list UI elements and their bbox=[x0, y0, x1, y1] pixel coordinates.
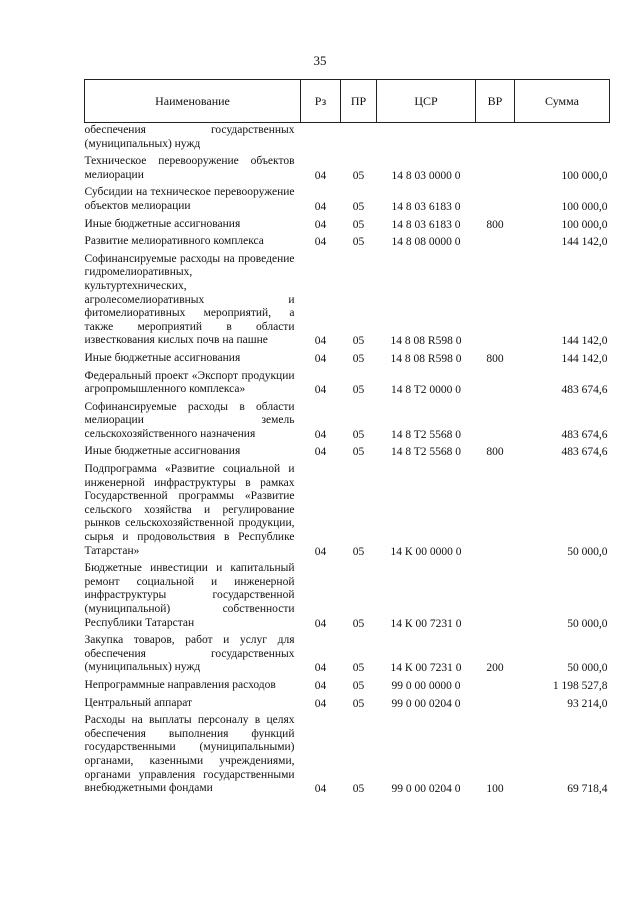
cell-rz: 04 bbox=[314, 200, 327, 213]
table-row bbox=[85, 152, 610, 183]
header-rz: Рз bbox=[301, 80, 341, 123]
cell-name: Субсидии на техническое перевооружение объектов мелиорации bbox=[84, 186, 295, 212]
cell-csr: 14 8 03 6183 0 bbox=[391, 218, 461, 231]
cell-rz bbox=[301, 123, 341, 153]
cell-rz: 04 bbox=[314, 783, 327, 796]
cell-csr: 99 0 00 0204 0 bbox=[391, 697, 461, 710]
cell-csr: 14 8 08 R598 0 bbox=[390, 335, 462, 348]
cell-pr: 05 bbox=[352, 679, 365, 692]
header-csr: ЦСР bbox=[377, 80, 476, 123]
cell-rz: 04 bbox=[314, 697, 327, 710]
table-row bbox=[85, 442, 610, 460]
page-number: 35 bbox=[313, 53, 327, 68]
table-row bbox=[85, 123, 610, 153]
cell-sum: 483 674,6 bbox=[561, 428, 608, 441]
cell-vr: 800 bbox=[486, 218, 504, 231]
cell-csr: 99 0 00 0000 0 bbox=[391, 679, 461, 692]
cell-vr bbox=[476, 123, 515, 153]
cell-csr: 14 8 T2 5568 0 bbox=[390, 446, 462, 459]
cell-pr: 05 bbox=[352, 236, 365, 249]
table-row bbox=[85, 711, 610, 797]
table-row bbox=[85, 215, 610, 233]
cell-name: Расходы на выплаты персоналу в целях обеспечения выполнения функций государственными (муниципальными) органами, казенными учреждениями, органами управления государственными внебюджетными фондами bbox=[84, 714, 295, 795]
cell-csr bbox=[377, 123, 476, 153]
cell-csr: 14 8 03 6183 0 bbox=[391, 200, 461, 213]
cell-csr: 14 К 00 7231 0 bbox=[390, 662, 462, 675]
cell-name: Развитие мелиоративного комплекса bbox=[84, 235, 264, 248]
cell-name: Подпрограмма «Развитие социальной и инженерной инфраструктуры в рамках Государственной программы «Развитие сельского хозяйства и регулирование рынков сельскохозяйственной продукции, сырья и продовольствия в Республике Татарстан» bbox=[84, 463, 295, 557]
budget-table bbox=[84, 79, 610, 797]
cell-rz: 04 bbox=[314, 335, 327, 348]
cell-sum bbox=[515, 123, 610, 153]
cell-sum: 144 142,0 bbox=[561, 352, 608, 365]
cell-pr: 05 bbox=[352, 783, 365, 796]
cell-name: Иные бюджетные ассигнования bbox=[84, 217, 241, 230]
cell-csr: 14 8 T2 5568 0 bbox=[390, 428, 462, 441]
cell-name: Техническое перевооружение объектов мелиорации bbox=[84, 155, 295, 181]
cell-sum: 50 000,0 bbox=[567, 662, 608, 675]
cell-sum: 100 000,0 bbox=[561, 218, 608, 231]
cell-pr bbox=[341, 123, 377, 153]
cell-pr: 05 bbox=[352, 169, 365, 182]
cell-rz: 04 bbox=[314, 617, 327, 630]
cell-pr: 05 bbox=[352, 352, 365, 365]
cell-pr: 05 bbox=[352, 218, 365, 231]
header-vr: ВР bbox=[476, 80, 515, 123]
cell-pr: 05 bbox=[352, 545, 365, 558]
cell-sum: 100 000,0 bbox=[561, 200, 608, 213]
cell-name: Софинансируемые расходы на проведение гидромелиоративных, культуртехнических, агролесомелиоративных и фитомелиоративных мероприятий, а также мероприятий в области известкования кислых почв на пашне bbox=[84, 252, 295, 347]
cell-csr: 14 8 08 R598 0 bbox=[390, 352, 462, 365]
cell-csr: 14 8 T2 0000 0 bbox=[390, 384, 462, 397]
cell-vr bbox=[476, 152, 515, 183]
cell-pr: 05 bbox=[352, 662, 365, 675]
cell-name: Федеральный проект «Экспорт продукции агропромышленного комплекса» bbox=[84, 369, 295, 396]
cell-rz: 04 bbox=[314, 218, 327, 231]
cell-sum: 144 142,0 bbox=[561, 236, 608, 249]
cell-vr bbox=[476, 398, 515, 443]
cell-vr bbox=[476, 250, 515, 349]
cell-name: Непрограммные направления расходов bbox=[84, 678, 276, 691]
cell-name: Бюджетные инвестиции и капитальный ремонт социальной и инженерной инфраструктуры государственной (муниципальной) собственности Республики Татарстан bbox=[84, 562, 295, 629]
cell-rz: 04 bbox=[314, 446, 327, 459]
cell-pr: 05 bbox=[352, 428, 365, 441]
cell-rz: 04 bbox=[314, 384, 327, 397]
table-row bbox=[85, 460, 610, 559]
cell-sum: 1 198 527,8 bbox=[552, 679, 608, 692]
header-sum: Сумма bbox=[515, 80, 610, 123]
cell-sum: 50 000,0 bbox=[567, 545, 608, 558]
cell-rz: 04 bbox=[314, 679, 327, 692]
cell-pr: 05 bbox=[352, 335, 365, 348]
cell-csr: 99 0 00 0204 0 bbox=[391, 783, 461, 796]
cell-pr: 05 bbox=[352, 384, 365, 397]
cell-rz: 04 bbox=[314, 236, 327, 249]
table-row bbox=[85, 232, 610, 250]
cell-vr bbox=[476, 183, 515, 214]
cell-csr: 14 8 03 0000 0 bbox=[391, 169, 461, 182]
cell-rz: 04 bbox=[314, 662, 327, 675]
table-row bbox=[85, 398, 610, 443]
header-pr: ПР bbox=[341, 80, 377, 123]
cell-sum: 93 214,0 bbox=[567, 697, 608, 710]
cell-sum: 483 674,6 bbox=[561, 384, 608, 397]
cell-csr: 14 К 00 7231 0 bbox=[390, 617, 462, 630]
cell-vr bbox=[476, 367, 515, 398]
cell-sum: 100 000,0 bbox=[561, 169, 608, 182]
budget-table-container bbox=[84, 79, 609, 797]
cell-name: Иные бюджетные ассигнования bbox=[84, 445, 241, 458]
cell-rz: 04 bbox=[314, 545, 327, 558]
cell-sum: 144 142,0 bbox=[561, 335, 608, 348]
cell-csr: 14 8 08 0000 0 bbox=[391, 236, 461, 249]
cell-rz: 04 bbox=[314, 352, 327, 365]
table-row bbox=[85, 183, 610, 214]
cell-vr bbox=[476, 559, 515, 631]
cell-vr: 800 bbox=[486, 352, 504, 365]
cell-pr: 05 bbox=[352, 446, 365, 459]
cell-rz: 04 bbox=[314, 169, 327, 182]
table-row bbox=[85, 676, 610, 694]
cell-vr: 200 bbox=[486, 662, 504, 675]
cell-vr bbox=[476, 460, 515, 559]
table-row bbox=[85, 250, 610, 349]
table-body bbox=[85, 123, 610, 797]
cell-csr: 14 К 00 0000 0 bbox=[390, 545, 462, 558]
cell-vr bbox=[476, 694, 515, 712]
cell-pr: 05 bbox=[352, 697, 365, 710]
table-row bbox=[85, 349, 610, 367]
cell-vr: 100 bbox=[486, 783, 504, 796]
cell-vr: 800 bbox=[486, 446, 504, 459]
header-name: Наименование bbox=[85, 80, 301, 123]
table-row bbox=[85, 367, 610, 398]
cell-name: обеспечения государственных (муниципальных) нужд bbox=[84, 124, 295, 150]
cell-sum: 50 000,0 bbox=[567, 617, 608, 630]
cell-vr bbox=[476, 676, 515, 694]
cell-sum: 483 674,6 bbox=[561, 446, 608, 459]
cell-sum: 69 718,4 bbox=[567, 783, 608, 796]
cell-name: Иные бюджетные ассигнования bbox=[84, 351, 241, 364]
cell-pr: 05 bbox=[352, 200, 365, 213]
cell-name: Софинансируемые расходы в области мелиорации земель сельскохозяйственного назначения bbox=[84, 400, 295, 440]
cell-pr: 05 bbox=[352, 617, 365, 630]
cell-rz: 04 bbox=[314, 428, 327, 441]
table-header-row bbox=[85, 80, 610, 123]
cell-name: Центральный аппарат bbox=[84, 696, 193, 709]
table-row bbox=[85, 694, 610, 712]
cell-vr bbox=[476, 232, 515, 250]
table-row bbox=[85, 559, 610, 631]
table-row bbox=[85, 631, 610, 676]
cell-name: Закупка товаров, работ и услуг для обеспечения государственных (муниципальных) нужд bbox=[84, 634, 295, 674]
